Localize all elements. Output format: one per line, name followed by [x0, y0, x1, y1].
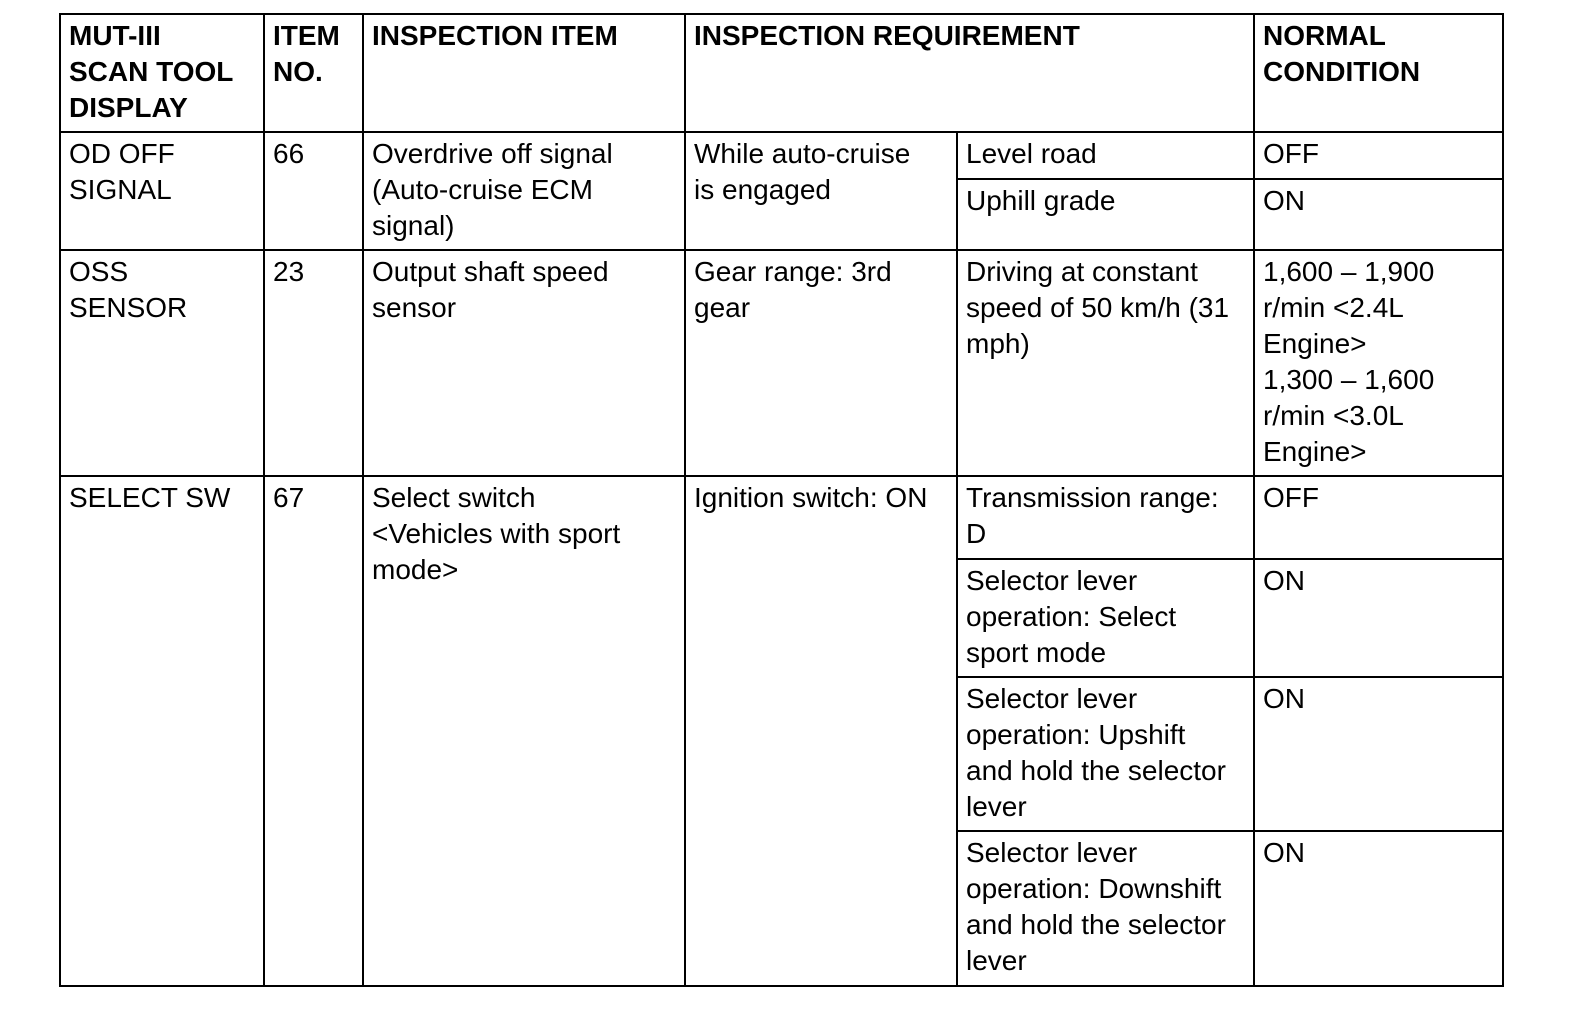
table-row: [60, 476, 1503, 559]
cell-display: SELECT SW: [60, 476, 264, 986]
cell-condition: Selector lever operation: Select sport mode: [957, 559, 1254, 677]
header-scan-tool-display: MUT-III SCAN TOOL DISPLAY: [60, 14, 264, 132]
cell-condition: Selector lever operation: Upshift and hold the selector lever: [957, 677, 1254, 831]
header-inspection-item: INSPECTION ITEM: [363, 14, 685, 132]
cell-condition: Uphill grade: [957, 179, 1254, 250]
cell-item-no: 23: [264, 250, 363, 476]
cell-item-no: 67: [264, 476, 363, 986]
cell-inspection-item: Output shaft speed sensor: [363, 250, 685, 476]
cell-display: OD OFF SIGNAL: [60, 132, 264, 250]
header-inspection-requirement: INSPECTION REQUIREMENT: [685, 14, 1254, 132]
cell-normal-condition: ON: [1254, 559, 1503, 677]
cell-inspection-item: Select switch <Vehicles with sport mode>: [363, 476, 685, 986]
cell-item-no: 66: [264, 132, 363, 250]
cell-requirement: While auto-cruise is engaged: [685, 132, 957, 250]
header-row: [60, 14, 1503, 132]
cell-normal-condition: 1,600 – 1,900 r/min <2.4L Engine> 1,300 – 1,600 r/min <3.0L Engine>: [1254, 250, 1503, 476]
cell-normal-condition: OFF: [1254, 476, 1503, 559]
cell-condition: Driving at constant speed of 50 km/h (31 mph): [957, 250, 1254, 476]
cell-normal-condition: ON: [1254, 677, 1503, 831]
cell-condition: Transmission range: D: [957, 476, 1254, 559]
cell-inspection-item: Overdrive off signal (Auto-cruise ECM signal): [363, 132, 685, 250]
cell-display: OSS SENSOR: [60, 250, 264, 476]
table-row: [60, 250, 1503, 476]
cell-requirement: Ignition switch: ON: [685, 476, 957, 986]
cell-normal-condition: ON: [1254, 831, 1503, 986]
inspection-table: [59, 13, 1504, 987]
cell-condition: Selector lever operation: Downshift and hold the selector lever: [957, 831, 1254, 986]
cell-normal-condition: ON: [1254, 179, 1503, 250]
header-normal-condition: NORMAL CONDITION: [1254, 14, 1503, 132]
cell-condition: Level road: [957, 132, 1254, 179]
table-row: [60, 132, 1503, 179]
header-item-no: ITEM NO.: [264, 14, 363, 132]
cell-requirement: Gear range: 3rd gear: [685, 250, 957, 476]
cell-normal-condition: OFF: [1254, 132, 1503, 179]
